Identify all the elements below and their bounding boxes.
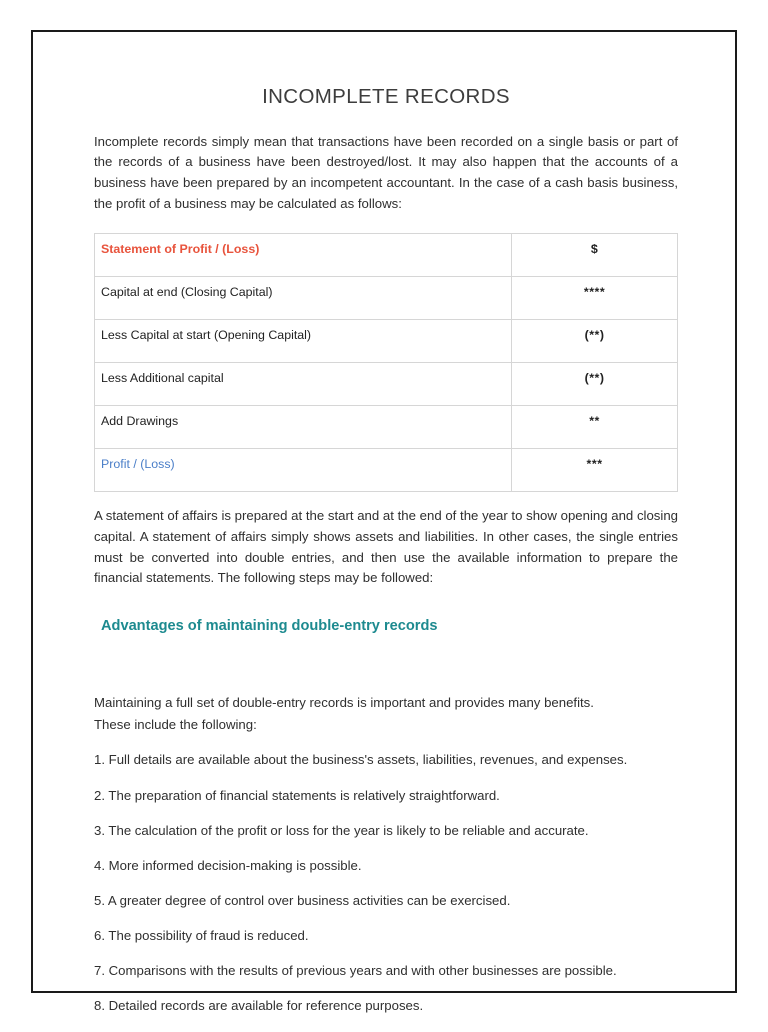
table-row — [95, 362, 678, 405]
list-item: 4. More informed decision-making is possible. — [94, 857, 362, 873]
table-cell-label: Less Capital at start (Opening Capital) — [95, 319, 512, 362]
section-heading-advantages: Advantages of maintaining double-entry records — [101, 618, 438, 635]
advantages-list-block — [94, 692, 678, 1015]
list-item: 3. The calculation of the profit or loss for the year is likely to be reliable and accurate. — [94, 822, 589, 838]
intro-paragraph: Incomplete records simply mean that transactions have been recorded on a single basis or part of the records of a business have been destroyed/lost. It may also happen that the accounts of a business have been prepared by an incompetent accountant. In the case of a cash basis business, the profit of a business may be calculated as follows: — [94, 133, 678, 211]
table-row — [95, 319, 678, 362]
table-cell-amount: (**) — [512, 319, 678, 362]
table-row — [95, 406, 678, 449]
table-cell-amount: **** — [512, 276, 678, 319]
list-item: 5. A greater degree of control over business activities can be exercised. — [94, 893, 511, 908]
list-item: 8. Detailed records are available for reference purposes. — [94, 998, 424, 1014]
table-row-header — [95, 233, 678, 276]
document-page — [31, 30, 737, 1014]
table-cell-amount: ** — [512, 406, 678, 449]
table-cell-label: Add Drawings — [95, 406, 512, 449]
table-total-amount: *** — [512, 449, 678, 492]
list-item: 6. The possibility of fraud is reduced. — [94, 928, 309, 944]
table-cell-amount: (**) — [512, 362, 678, 405]
table-cell-label: Less Additional capital — [95, 362, 512, 405]
table-header-amount: $ — [512, 233, 678, 276]
profit-loss-table — [94, 233, 678, 493]
page-content — [94, 84, 678, 1032]
list-item: 7. Comparisons with the results of previous years and with other businesses are possible. — [94, 963, 617, 979]
table-cell-label: Capital at end (Closing Capital) — [95, 276, 512, 319]
after-table-paragraph: A statement of affairs is prepared at the start and at the end of the year to show opening and closing capital. A statement of affairs simply shows assets and liabilities. In other cases, the single entries must be converted into double entries, and then use the available information to prepare the financial statements. The following steps may be followed: — [94, 508, 678, 586]
list-intro-line-2: These include the following: — [94, 717, 257, 733]
table-total-label: Profit / (Loss) — [95, 449, 512, 492]
page-title: INCOMPLETE RECORDS — [262, 85, 510, 108]
table-row-total — [95, 449, 678, 492]
table-header-label: Statement of Profit / (Loss) — [95, 233, 512, 276]
list-item: 2. The preparation of financial statements is relatively straightforward. — [94, 787, 500, 803]
list-intro-line-1: Maintaining a full set of double-entry records is important and provides many benefits. — [94, 695, 594, 711]
list-item: 1. Full details are available about the business's assets, liabilities, revenues, and expenses. — [94, 752, 628, 768]
list-intro — [94, 692, 678, 736]
table-row — [95, 276, 678, 319]
